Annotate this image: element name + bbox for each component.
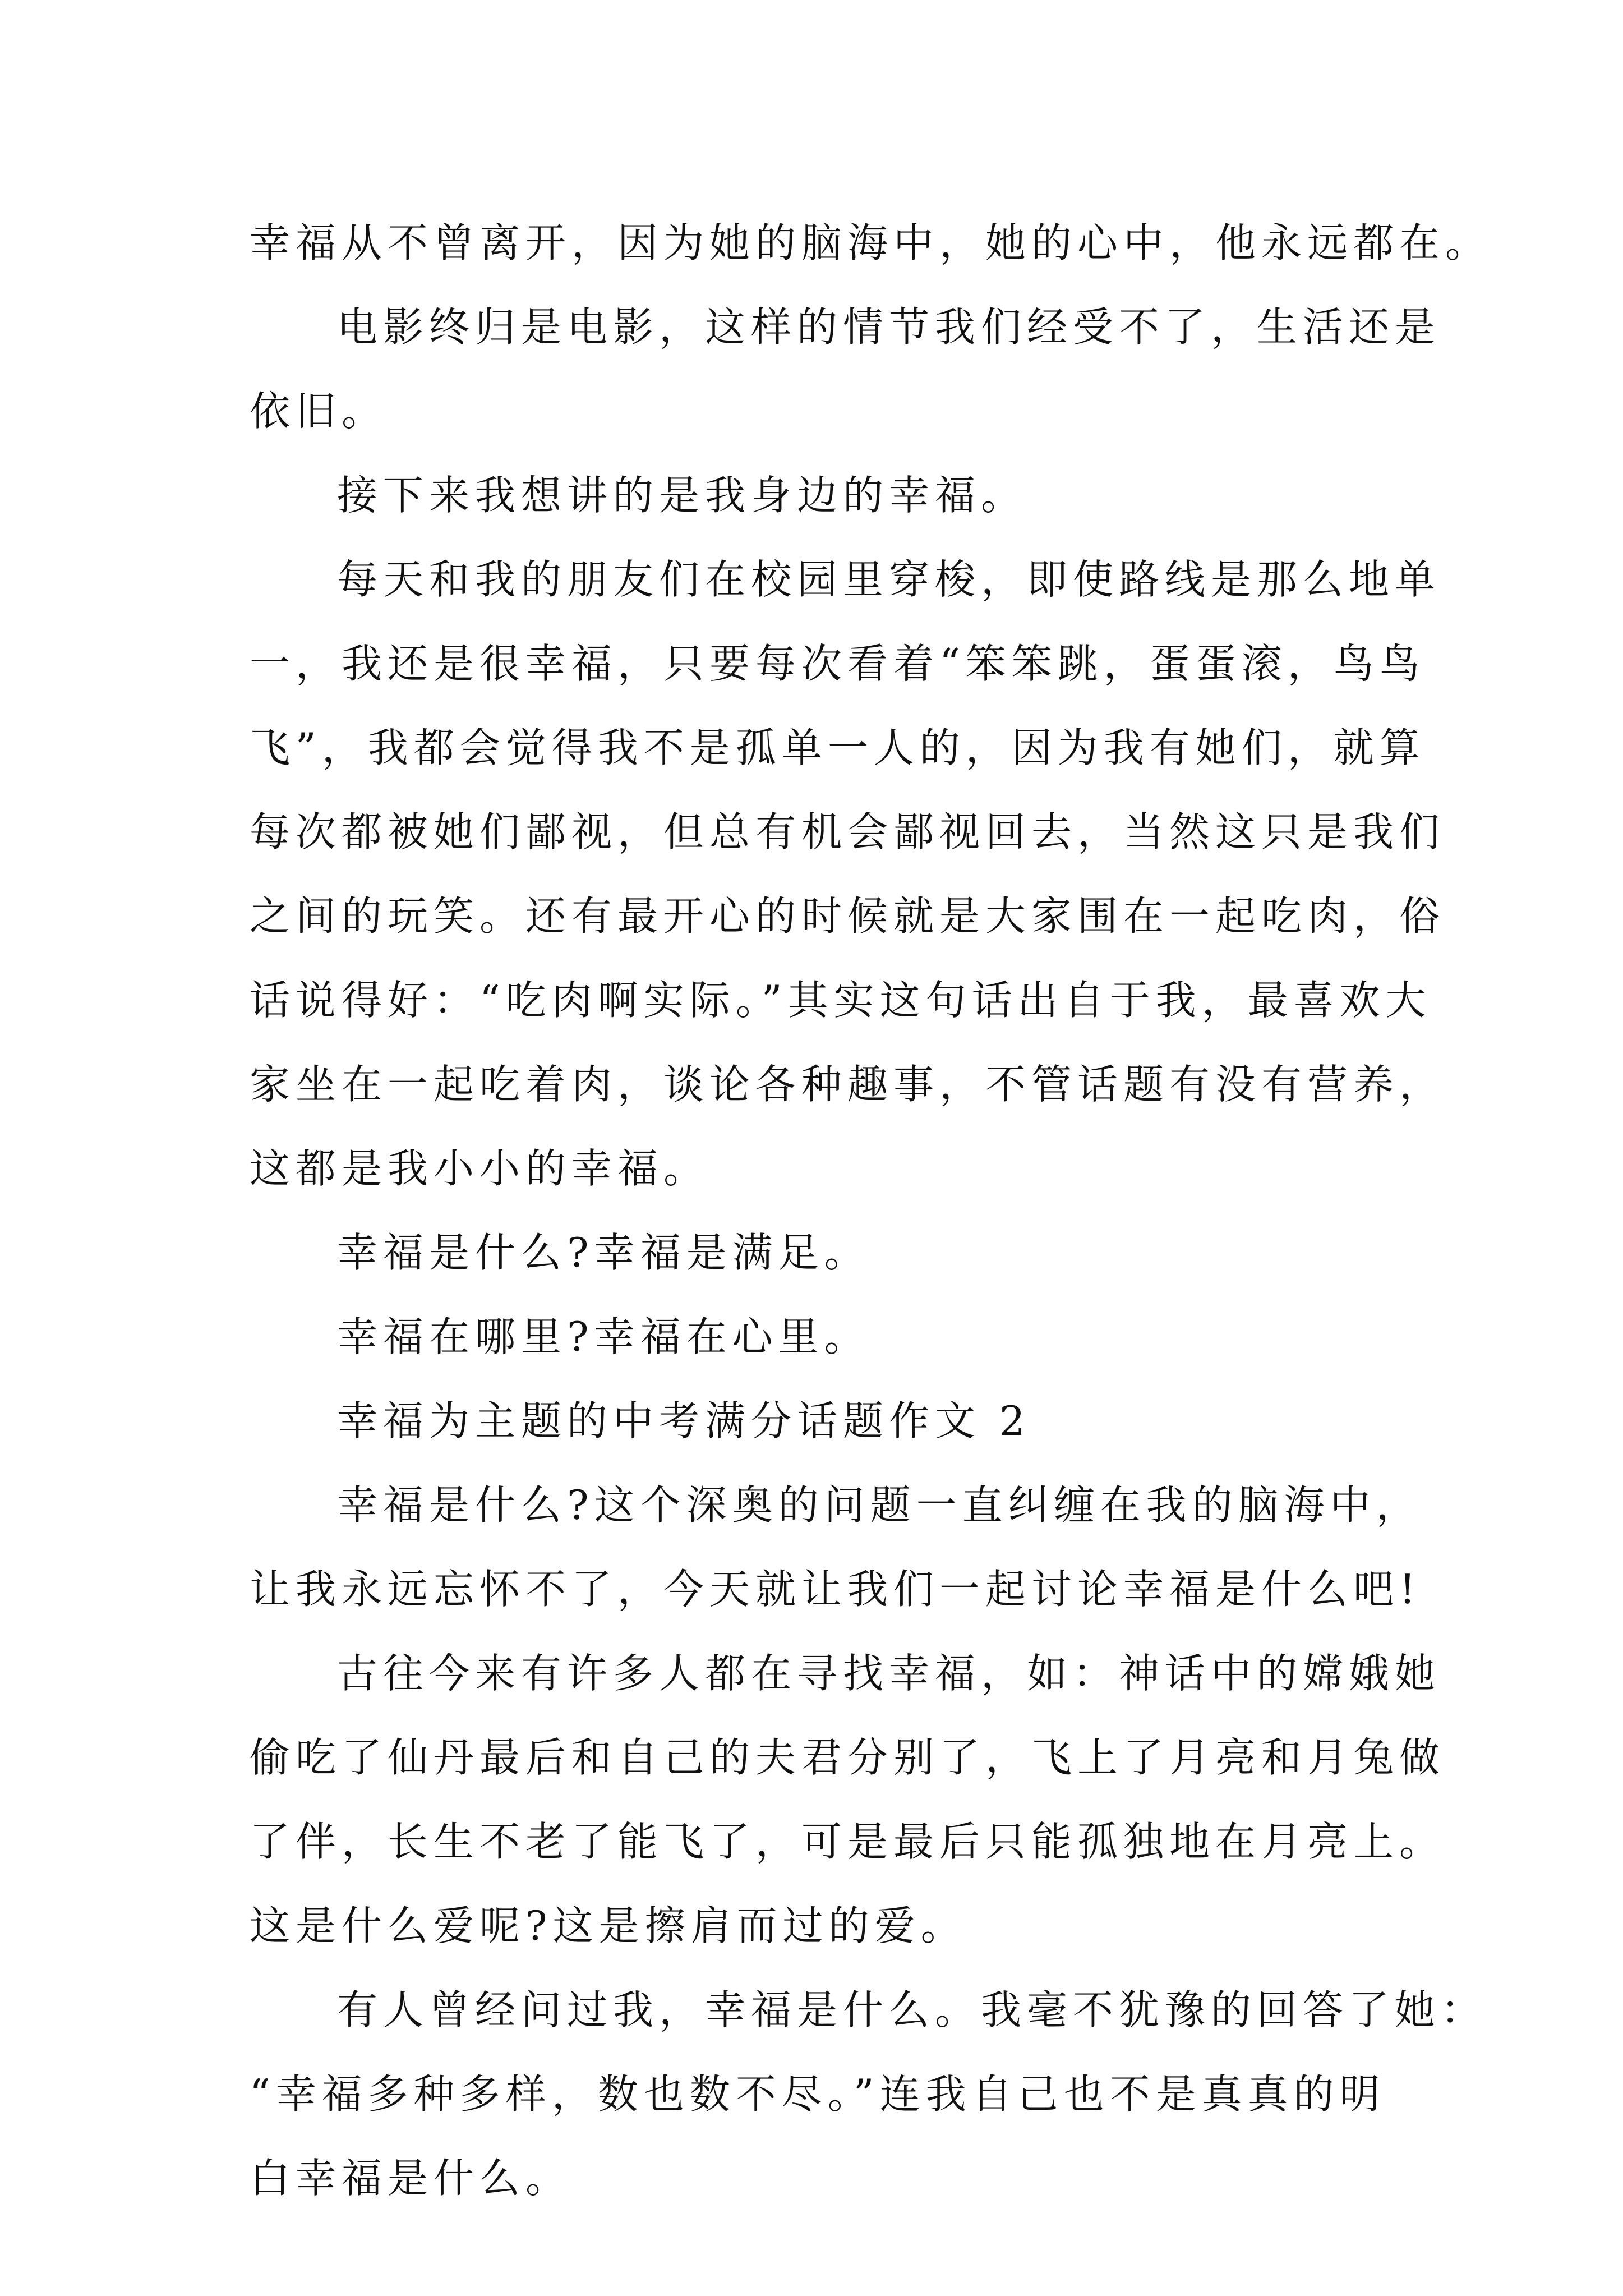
text-line: 家坐在一起吃着肉，谈论各种趣事，不管话题有没有营养， — [250, 1061, 1446, 1108]
text-line: 之间的玩笑。还有最开心的时候就是大家围在一起吃肉，俗 — [250, 892, 1446, 940]
text-line: 这是什么爱呢?这是擦肩而过的爱。 — [250, 1902, 967, 1949]
text-line: 了伴，长生不老了能飞了，可是最后只能孤独地在月亮上。 — [250, 1818, 1446, 1865]
paragraph-first-line: 幸福是什么?幸福是满足。 — [337, 1229, 870, 1276]
text-line: 一，我还是很幸福，只要每次看着“笨笨跳，蛋蛋滚，鸟鸟 — [250, 640, 1426, 687]
paragraph-first-line: 幸福在哪里?幸福在心里。 — [337, 1313, 870, 1360]
text-line: 每次都被她们鄙视，但总有机会鄙视回去，当然这只是我们 — [250, 808, 1446, 855]
text-line: 依旧。 — [250, 388, 388, 435]
text-line: 飞”，我都会觉得我不是孤单一人的，因为我有她们，就算 — [250, 724, 1426, 771]
text-line: 这都是我小小的幸福。 — [250, 1145, 710, 1192]
paragraph-first-line: 有人曾经问过我，幸福是什么。我毫不犹豫的回答了她： — [337, 1986, 1487, 2033]
text-line: “幸福多种多样，数也数不尽。”连我自己也不是真真的明 — [250, 2070, 1386, 2118]
text-line: 让我永远忘怀不了，今天就让我们一起讨论幸福是什么吧! — [250, 1566, 1421, 1613]
text-line: 偷吃了仙丹最后和自己的夫君分别了，飞上了月亮和月兔做 — [250, 1734, 1446, 1781]
paragraph-first-line: 接下来我想讲的是我身边的幸福。 — [337, 472, 1027, 519]
paragraph-first-line: 电影终归是电影，这样的情节我们经受不了，生活还是 — [337, 303, 1441, 351]
paragraph-first-line: 古往今来有许多人都在寻找幸福，如：神话中的嫦娥她 — [337, 1650, 1441, 1697]
paragraph-first-line: 每天和我的朋友们在校园里穿梭，即使路线是那么地单 — [337, 556, 1441, 603]
text-line: 幸福从不曾离开，因为她的脑海中，她的心中，他永远都在。 — [250, 219, 1492, 266]
section-heading: 幸福为主题的中考满分话题作文 2 — [337, 1397, 1031, 1444]
paragraph-first-line: 幸福是什么?这个深奥的问题一直纠缠在我的脑海中， — [337, 1481, 1422, 1529]
text-line: 白幸福是什么。 — [250, 2155, 572, 2202]
text-line: 话说得好：“吃肉啊实际。”其实这句话出自于我，最喜欢大 — [250, 977, 1432, 1024]
